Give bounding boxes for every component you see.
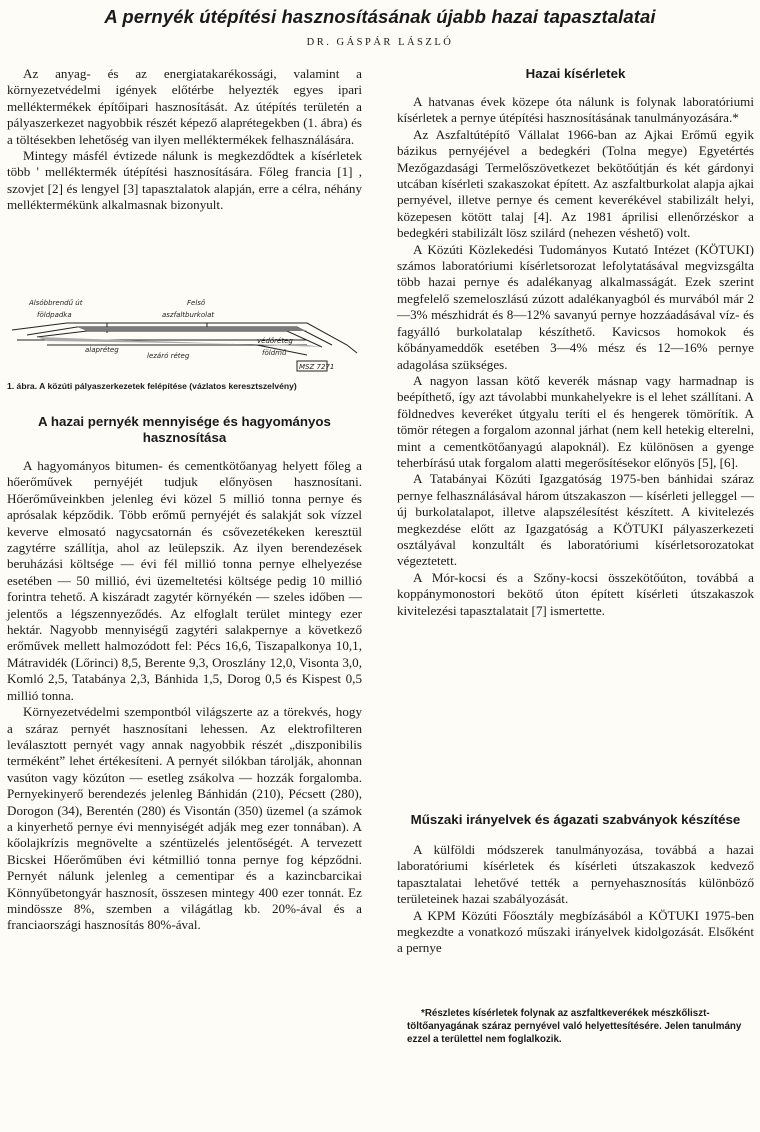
label-base: alapréteg	[85, 346, 119, 354]
figure-caption: 1. ábra. A közúti pályaszerkezetek felépítése (vázlatos keresztszelvény)	[7, 381, 297, 391]
label-upper: Felső	[187, 299, 206, 307]
label-standard: MSZ 7271	[299, 363, 335, 371]
section-2	[397, 66, 754, 619]
footnote-text: *Részletes kísérletek folynak az aszfaltkeverékek mészkőliszt-töltőanyagának száraz pernyével való helyettesítésére. Jelen tanulmány ezzel a területtel nem foglalkozik.	[407, 1008, 742, 1045]
label-capping: lezáró réteg	[147, 352, 190, 360]
intro-paragraph-2: Mintegy másfél évtizede nálunk is megkezdődtek a kísérletek több ' melléktermék útépítési hasznosítására. Főleg francia [1] , szovjet [2] és lengyel [3] tapasztalatok alapján, erre a célra, néhány melléktermékünk alkalmasnak bizonyult.	[7, 148, 362, 213]
section-3	[397, 812, 754, 957]
section-1	[7, 414, 362, 934]
article-title: A pernyék útépítési hasznosításának újabb hazai tapasztalatai	[104, 6, 656, 27]
intro-block	[7, 66, 362, 214]
section-3-paragraph-2: A KPM Közúti Főosztály megbízásából a KÖTUKI 1975-ben megkezdte a vonatkozó műszaki irányelvek kidolgozását. Elsőként a pernye	[397, 907, 754, 956]
label-roadbed: földpadka	[37, 311, 72, 319]
label-subgrade: földmű	[262, 349, 287, 357]
section-2-paragraph-4: A nagyon lassan kötő keverék másnap vagy harmadnap is beépíthető, így azt távolabbi munkahelyekre is el lehet szállítani. A földnedves keveréket útgyalu teríti el és hengerek tömörítik. A tömör rétegen a forgalom azonnal járhat (nem kell hetekig elterelni, mint a cementkötőanyagú alapoknál). Ez különösen a gyenge teherbírású utak forgalom alatti megerősítésekor előnyös [5], [6].	[397, 372, 754, 470]
section-2-paragraph-1: A hatvanas évek közepe óta nálunk is folynak laboratóriumi kísérletek a pernye útépítési hasznosításának tanulmányozására.*	[397, 94, 754, 126]
section-3-paragraph-1: A külföldi módszerek tanulmányozása, továbbá a hazai laboratóriumi kísérletek és kísérleti útszakaszok kedvező tapasztalatai lehetővé tették a pernyehasznosítás különböző területeinek hazai szabályozását.	[397, 842, 754, 907]
section-2-heading: Hazai kísérletek	[525, 66, 626, 81]
section-3-heading: Műszaki irányelvek és ágazati szabványok készítése	[410, 812, 741, 827]
label-asphalt: aszfaltburkolat	[162, 311, 215, 319]
label-lower-road: Alsóbbrendű út	[29, 299, 83, 307]
section-2-paragraph-2: Az Aszfaltútépítő Vállalat 1966-ban az Ajkai Erőmű egyik bázikus pernyéjével a bedegkéri (Tolna megye) Egyetértés Mezőgazdasági Termelőszövetkezet bekötőútján és két gárdonyi utcában kísérleti szakaszokat épített. Az aszfaltburkolat alapja ajkai pernyével, illetve pernye és cement keverékével stabilizált helyi, közepesen kötött talaj [4]. Az 1981 áprilisi ellenőrzéskor a bedegkéri stabilizált lösz szilárd (nehezen véshető) volt.	[397, 126, 754, 241]
section-1-paragraph-2: Környezetvédelmi szempontból világszerte az a törekvés, hogy a száraz pernyét hasznosítani lehessen. Az elektrofilteren leválasztott pernyét vagy annak nagyobbik részét „diszponibilis terméként” lehet értékesíteni. A pernyét silókban tárolják, ahonnan vasúton vagy közúton — esetleg zsákolva — hozzák forgalomba. Pernyekinyerő berendezés jelenleg Bánhidán (210), Pécsett (280), Dorogon (34), Berentén (280) és Visontán (350) üzemel (a számok a kinyerhető pernye évi mennyiségét adják meg ezer tonnában). A kőolajkrízis megnövelte a széntüzelés jelentőségét. A tervezett Bicskei Hőerőműben évi kétmillió tonna pernye fog képződni. Pernyét nálunk jelenleg a cementipar és a kazincbarcikai Könnyűbetongyár hasznosít, összesen mintegy 400 ezer tonnát. Ez mindössze 8%, szemben a világátlag kb. 20%-ával és a franciaországi hasznosítás 80%-ával.	[7, 704, 362, 933]
section-1-paragraph-1: A hagyományos bitumen- és cementkötőanyag helyett főleg a hőerőművek pernyéjét tudjuk előnyösen hasznosítani. Hőerőműveinkben jelenleg évi közel 5 millió tonna pernye és aprósalak képződik. Több erőmű pernyéjét és salakját sok vízzel keverve elmosató nagycsatornán és csővezetékeken keresztül zagytérre szállítja, ahol az leülepszik. Az ilyen berendezések beruházási költsége — évi fél millió tonna pernye elhelyezése esetében — 50 millió, évi üzemeltetési költsége pedig 10 millió forintra tehető. A kiszáradt zagytér környékén — szeles időben — jelentős a légszennyeződés. Az elfoglalt terület mintegy ezer hektár. Nagyobb mennyiségű zagytéri salakpernye a következő erőművek mellett halmozódott fel: Pécs 16,6, Tiszapalkonya 10,1, Mátravidék (Lőrinci) 8,5, Berente 9,3, Oroszlány 12,0, Visonta 3,0, Komló 2,5, Tatabánya 2,3, Bánhida 1,5, Dorog 0,5 és Kispest 0,5 millió tonna.	[7, 458, 362, 703]
footnote	[407, 1007, 754, 1046]
section-1-heading: A hazai pernyék mennyisége és hagyományos hasznosítása	[38, 414, 331, 445]
label-drainage: védőréteg	[257, 337, 293, 345]
road-cross-section-figure	[7, 285, 362, 385]
section-2-paragraph-6: A Mór-kocsi és a Szőny-kocsi összekötőúton, továbbá a koppánymonostori bekötő úton épített kísérleti útszakaszok kivitelezési tapasztalatait [7] ismertette.	[397, 569, 754, 618]
section-2-paragraph-5: A Tatabányai Közúti Igazgatóság 1975-ben bánhidai száraz pernye felhasználásával három útszakaszon — kísérleti jelleggel — új burkolatalapot, illetve alapszélesítést készített. A kivitelezés megkezdése előtt az Igazgatóság a KÖTUKI pályaszerkezeti osztályával konzultált és laboratóriumi kísérletsorozatokat végeztetett.	[397, 471, 754, 569]
intro-paragraph-1: Az anyag- és az energiatakarékossági, valamint a környezetvédelmi igények előtérbe helyezték egyes ipari melléktermékek építőipari hasznosítását. Az útépítés területén a pályaszerkezet nagyobbik részét képező alaprétegekben (1. ábra) és a töltésekben lehetőség van ilyen melléktermékek felhasználására.	[7, 66, 362, 147]
section-2-paragraph-3: A Közúti Közlekedési Tudományos Kutató Intézet (KÖTUKI) számos laboratóriumi kísérletsorozat lefolytatásával megvizsgálta több hazai pernye és adalékanyag alkalmasságát. Ezek szerint megfelelő szemeloszlású zúzott adalékanyagból és murvából már 2—3% mészhidrát és 8—12% savanyú pernye hozzáadásával víz- és fagyálló burkolatalap készíthető. Kavicsos homokok és kőbányameddők esetében 3—4% mész és 12—16% pernye adagolása szükséges.	[397, 241, 754, 372]
author-line: DR. GÁSPÁR LÁSZLÓ	[306, 37, 454, 48]
